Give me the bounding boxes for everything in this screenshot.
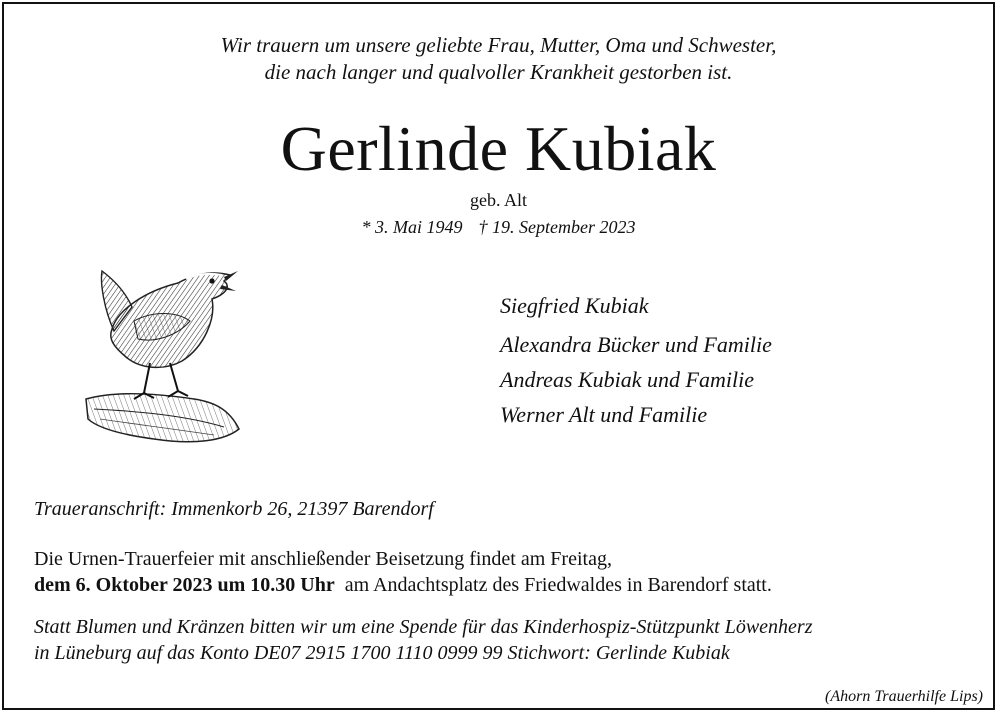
ceremony-text [34,546,772,598]
intro-text [4,32,993,86]
obituary-card [2,2,995,710]
intro-line-1: Wir trauern um unsere geliebte Frau, Mutter, Oma und Schwester, [220,33,777,57]
death-date: † 19. September 2023 [478,217,636,237]
intro-line-2: die nach langer und qualvoller Krankheit gestorben ist. [264,60,733,84]
mourner-item: Siegfried Kubiak [500,293,649,318]
donation-request [34,614,813,666]
mourning-address: Traueranschrift: Immenkorb 26, 21397 Barendorf [34,498,434,520]
ceremony-date: dem 6. Oktober 2023 um 10.30 Uhr [34,574,335,596]
birth-date: * 3. Mai 1949 [361,217,463,237]
deceased-name: Gerlinde Kubiak [280,113,717,184]
mourners-list [500,288,772,432]
donation-line-2: in Lüneburg auf das Konto DE07 2915 1700 1110 0999 99 Stichwort: Gerlinde Kubiak [34,642,730,664]
undertaker-credit: (Ahorn Trauerhilfe Lips) [825,688,983,705]
maiden-name: geb. Alt [470,190,527,210]
ceremony-line-1: Die Urnen-Trauerfeier mit anschließender Beisetzung findet am Freitag, [34,548,612,570]
mourner-item: Werner Alt und Familie [500,402,708,427]
wren-bird-icon [74,259,246,459]
life-dates [4,216,993,238]
ceremony-location: am Andachtsplatz des Friedwaldes in Barendorf statt. [344,574,772,596]
ceremony-line-2 [34,572,772,598]
mourner-item: Andreas Kubiak und Familie [500,367,754,392]
donation-line-1: Statt Blumen und Kränzen bitten wir um eine Spende für das Kinderhospiz-Stützpunkt Löwenherz [34,616,813,638]
mourner-item: Alexandra Bücker und Familie [500,332,772,357]
